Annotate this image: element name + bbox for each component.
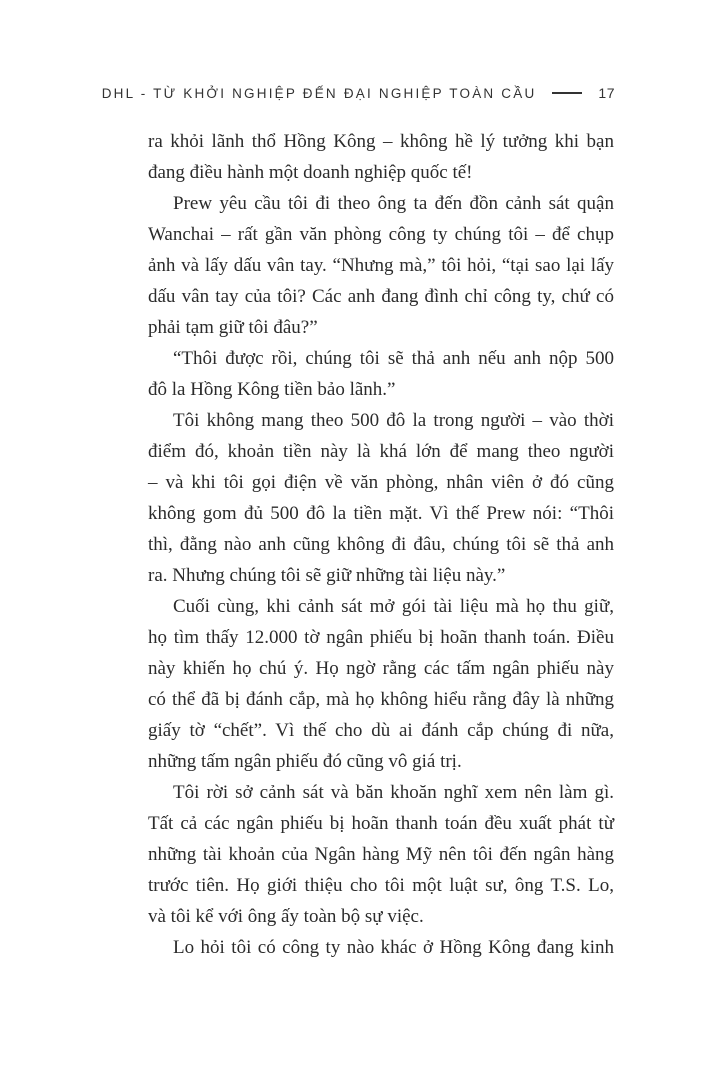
text-line: thì, đằng nào anh cũng không đi đâu, chúng tôi sẽ thả anh [148, 534, 614, 555]
text-line: Tôi không mang theo 500 đô la trong người – vào thời [173, 410, 614, 431]
running-title: DHL - TỪ KHỞI NGHIỆP ĐẾN ĐẠI NGHIỆP TOÀN CẦU [101, 85, 537, 101]
text-line: trước tiên. Họ giới thiệu cho tôi một luật sư, ông T.S. Lo, [148, 875, 614, 896]
text-line: và tôi kể với ông ấy toàn bộ sự việc. [148, 906, 424, 927]
text-line: có thể đã bị đánh cắp, mà họ không hiểu rằng đây là những [148, 689, 614, 710]
text-line: đang điều hành một doanh nghiệp quốc tế! [148, 162, 473, 183]
header-rule [552, 92, 582, 94]
text-line: Lo hỏi tôi có công ty nào khác ở Hồng Kông đang kinh [173, 937, 614, 958]
text-line: dấu vân tay của tôi? Các anh đang đình chỉ công ty, chứ có [148, 286, 614, 307]
text-line: ra. Nhưng chúng tôi sẽ giữ những tài liệu này.” [148, 565, 506, 586]
text-line: họ tìm thấy 12.000 tờ ngân phiếu bị hoãn thanh toán. Điều [148, 627, 614, 648]
text-line: những tấm ngân phiếu đó cũng vô giá trị. [148, 751, 462, 772]
text-line: Cuối cùng, khi cảnh sát mở gói tài liệu mà họ thu giữ, [173, 596, 614, 617]
text-line: ra khỏi lãnh thổ Hồng Kông – không hề lý tưởng khi bạn [148, 131, 614, 152]
body-text [148, 126, 614, 963]
text-line: đô la Hồng Kông tiền bảo lãnh.” [148, 379, 396, 400]
text-line: không gom đủ 500 đô la tiền mặt. Vì thế Prew nói: “Thôi [148, 503, 614, 524]
text-line: những tài khoản của Ngân hàng Mỹ nên tôi đến ngân hàng [148, 844, 614, 865]
page-number: 17 [598, 85, 615, 101]
text-line: điểm đó, khoản tiền này là khá lớn để mang theo người [148, 441, 614, 462]
text-line: phải tạm giữ tôi đâu?” [148, 317, 318, 338]
running-head [102, 82, 615, 104]
text-line: Tất cả các ngân phiếu bị hoãn thanh toán đều xuất phát từ [148, 813, 614, 834]
text-line: giấy tờ “chết”. Vì thế cho dù ai đánh cắp chúng đi nữa, [148, 720, 614, 741]
text-line: “Thôi được rồi, chúng tôi sẽ thả anh nếu anh nộp 500 [173, 348, 614, 369]
text-line: Wanchai – rất gần văn phòng công ty chúng tôi – để chụp [148, 224, 614, 245]
text-line: ảnh và lấy dấu vân tay. “Nhưng mà,” tôi hỏi, “tại sao lại lấy [148, 255, 614, 276]
text-line: – và khi tôi gọi điện về văn phòng, nhân viên ở đó cũng [148, 472, 614, 493]
text-line: Prew yêu cầu tôi đi theo ông ta đến đồn cảnh sát quận [173, 193, 614, 214]
text-line: này khiến họ chú ý. Họ ngờ rằng các tấm ngân phiếu này [148, 658, 614, 679]
text-line: Tôi rời sở cảnh sát và băn khoăn nghĩ xem nên làm gì. [173, 782, 614, 803]
